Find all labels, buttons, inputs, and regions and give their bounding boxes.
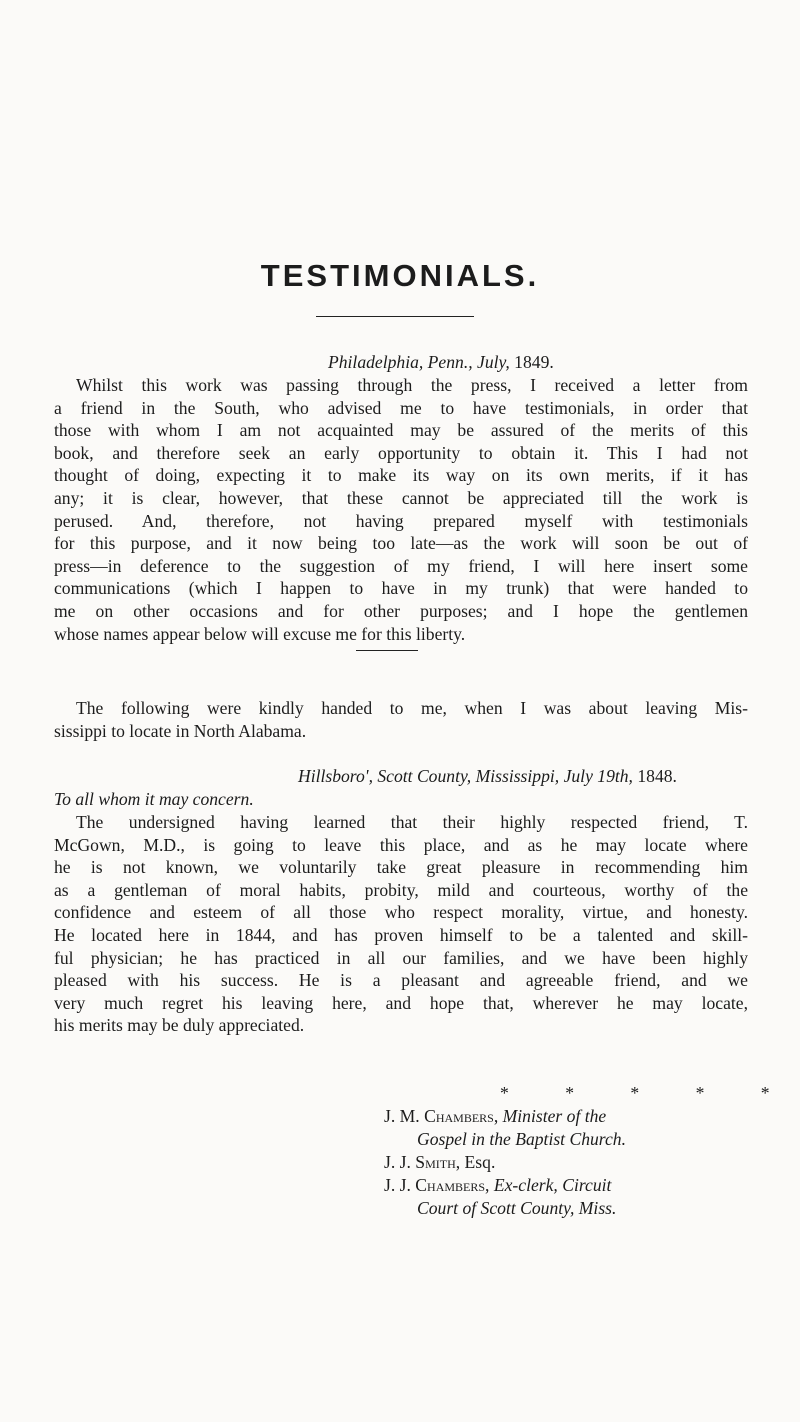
asterisk-ellipsis: * * * * *: [500, 1083, 796, 1103]
signature-name: J. J. Smith,: [384, 1152, 461, 1172]
text-line: The following were kindly handed to me, when I was about leaving Mis-: [76, 698, 748, 718]
text-line: for this purpose, and it now being too late—as the work will soon be out of: [54, 533, 748, 554]
signature-title-cont: Gospel in the Baptist Church.: [417, 1129, 626, 1149]
text-line: very much regret his leaving here, and hope that, wherever he may locate,: [54, 992, 748, 1013]
text-line: ful physician; he has practiced in all our families, and we have been highly: [54, 947, 748, 968]
text-line: thought of doing, expecting it to make its way on its own merits, if it has: [54, 465, 748, 486]
text-line: any; it is clear, however, that these cannot be appreciated till the work is: [54, 487, 748, 508]
text-line: confidence and esteem of all those who respect morality, virtue, and honesty.: [54, 902, 748, 923]
signature-smith: [384, 1152, 495, 1173]
text-line: perused. And, therefore, not having prepared myself with testimonials: [54, 510, 748, 531]
text-line: sissippi to locate in North Alabama.: [54, 720, 307, 741]
signature-title-cont: Court of Scott County, Miss.: [417, 1198, 617, 1218]
signature-name: J. M. Chambers,: [384, 1106, 499, 1126]
text-line: those with whom I am not acquainted may be assured of the merits of this: [54, 420, 748, 441]
text-line: his merits may be duly appreciated.: [54, 1015, 305, 1036]
divider-rule-short: [356, 650, 418, 651]
dateline-place: Philadelphia, Penn., July,: [328, 352, 510, 372]
text-line: He located here in 1844, and has proven himself to be a talented and skill-: [54, 924, 748, 945]
dateline-year: 1849.: [514, 352, 554, 372]
text-line: a friend in the South, who advised me to have testimonials, in order that: [54, 397, 748, 418]
text-line: book, and therefore seek an early opportunity to obtain it. This I had not: [54, 442, 748, 463]
signature-title: Minister of the: [502, 1106, 607, 1126]
text-line: whose names appear below will excuse me for this liberty.: [54, 623, 466, 644]
text-line: me on other occasions and for other purposes; and I hope the gentlemen: [54, 600, 748, 621]
letter-salutation: To all whom it may concern.: [54, 789, 254, 809]
signature-jj-chambers: [384, 1175, 611, 1196]
text-line: McGown, M.D., is going to leave this place, and as he may locate where: [54, 834, 748, 855]
text-line: as a gentleman of moral habits, probity, mild and courteous, worthy of the: [54, 879, 748, 900]
letter-dateline-place: Hillsboro', Scott County, Mississippi, July 19th,: [298, 766, 633, 786]
signature-suffix: Esq.: [464, 1152, 496, 1172]
text-line: press—in deference to the suggestion of my friend, I will here insert some: [54, 555, 748, 576]
testimonial-paragraph: [54, 811, 748, 1037]
signature-name: J. J. Chambers,: [384, 1175, 490, 1195]
letter-dateline-year: 1848.: [637, 766, 677, 786]
text-line: Whilst this work was passing through the press, I received a letter from: [76, 375, 748, 395]
page-title: TESTIMONIALS.: [260, 258, 540, 293]
signature-chambers: [384, 1106, 606, 1127]
text-line: pleased with his success. He is a pleasant and agreeable friend, and we: [54, 970, 748, 991]
letter-dateline: [298, 766, 677, 787]
dateline: [328, 352, 554, 373]
text-line: The undersigned having learned that their highly respected friend, T.: [76, 812, 748, 832]
intro-paragraph: [54, 697, 748, 742]
preface-paragraph: [54, 374, 748, 645]
divider-rule: [316, 316, 474, 317]
text-line: he is not known, we voluntarily take great pleasure in recommending him: [54, 857, 748, 878]
text-line: communications (which I happen to have in my trunk) that were handed to: [54, 578, 748, 599]
signature-title: Ex-clerk, Circuit: [493, 1175, 612, 1195]
